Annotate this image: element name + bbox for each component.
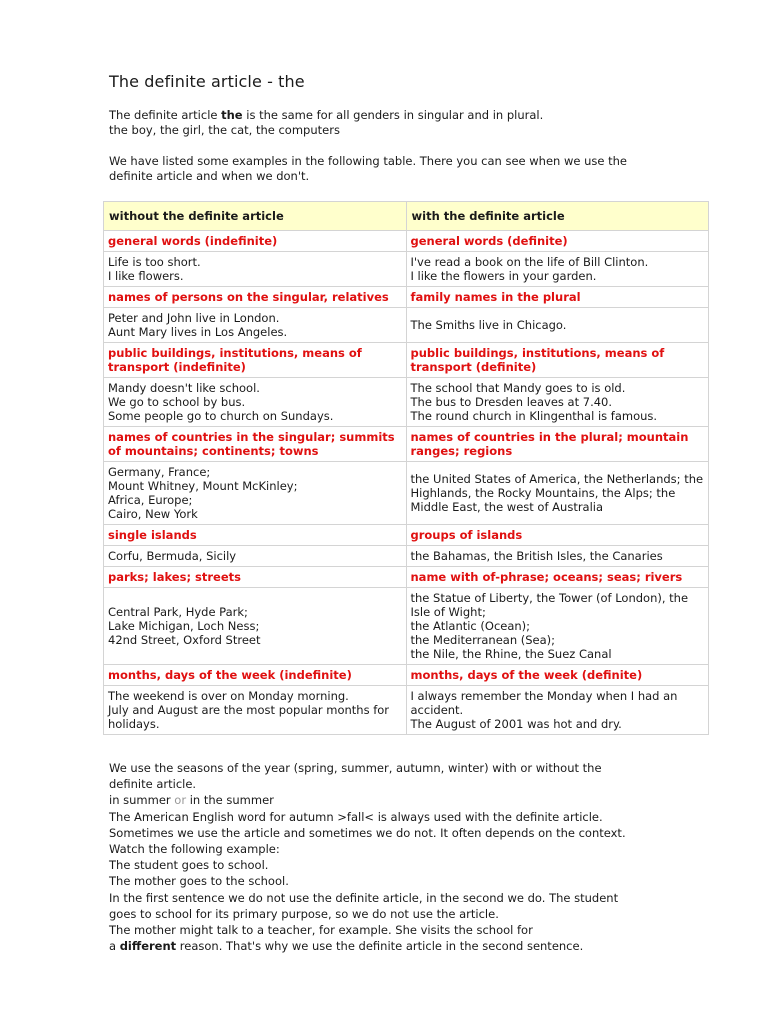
category-without-cell: general words (indefinite)	[104, 231, 407, 252]
header-with: with the definite article	[406, 202, 709, 231]
table-example-row	[104, 252, 709, 287]
example-line: The school that Mandy goes to is old.	[410, 381, 626, 395]
example-without-cell	[104, 462, 407, 525]
example-line: July and August are the most popular months for holidays.	[108, 703, 390, 731]
example-line: The August of 2001 was hot and dry.	[410, 717, 622, 731]
example-with-cell	[406, 308, 709, 343]
category-without-cell: names of countries in the singular; summits of mountains; continents; towns	[104, 427, 407, 462]
example-line: Mount Whitney, Mount McKinley;	[108, 479, 298, 493]
example-line: 42nd Street, Oxford Street	[108, 633, 261, 647]
example-with-cell	[406, 588, 709, 665]
note-line: The American English word for autumn >fall< is always used with the definite article.	[109, 809, 603, 824]
notes-text	[109, 760, 649, 954]
category-with-cell: general words (definite)	[406, 231, 709, 252]
example-line: the Statue of Liberty, the Tower (of London), the Isle of Wight;	[410, 591, 689, 619]
note-line: We use the seasons of the year (spring, summer, autumn, winter) with or without the	[109, 761, 602, 775]
example-line: The bus to Dresden leaves at 7.40.	[410, 395, 613, 409]
example-line: Aunt Mary lives in Los Angeles.	[108, 325, 288, 339]
category-with-cell: groups of islands	[406, 525, 709, 546]
intro-bold-the: the	[221, 108, 243, 122]
page-title: The definite article - the	[109, 72, 305, 91]
table-category-row	[104, 665, 709, 686]
category-with-cell: names of countries in the plural; mountain ranges; regions	[406, 427, 709, 462]
table-category-row	[104, 567, 709, 588]
table-category-row	[104, 427, 709, 462]
example-line: The Smiths live in Chicago.	[410, 318, 567, 332]
note-line: Sometimes we use the article and sometimes we do not. It often depends on the context.	[109, 825, 626, 840]
note-a: a	[109, 939, 120, 954]
note-line: definite article.	[109, 777, 197, 792]
note-line-seasons	[109, 792, 649, 808]
table-category-row	[104, 287, 709, 308]
table-example-row	[104, 308, 709, 343]
example-line: I always remember the Monday when I had an accident.	[410, 689, 678, 717]
category-with-cell: months, days of the week (definite)	[406, 665, 709, 686]
intro-text-after: is the same for all genders in singular and in plural.	[242, 108, 544, 122]
table-example-row	[104, 588, 709, 665]
example-line: Mandy doesn't like school.	[108, 381, 260, 395]
table-category-row	[104, 231, 709, 252]
note-line: In the first sentence we do not use the definite article, in the second we do. The student	[109, 890, 619, 905]
table-example-row	[104, 546, 709, 567]
intro-text-before: The definite article	[109, 108, 222, 122]
table-header-row	[104, 202, 709, 231]
intro-line-1	[109, 108, 669, 123]
table-category-row	[104, 525, 709, 546]
example-line: the Atlantic (Ocean);	[410, 619, 531, 633]
note-line-different	[109, 938, 649, 954]
category-without-cell: parks; lakes; streets	[104, 567, 407, 588]
intro-line-3: We have listed some examples in the following table. There you can see when we use the	[109, 154, 628, 168]
category-with-cell: name with of-phrase; oceans; seas; rivers	[406, 567, 709, 588]
example-with-cell	[406, 378, 709, 427]
example-line: Central Park, Hyde Park;	[108, 605, 248, 619]
example-line: Life is too short.	[108, 255, 201, 269]
example-line: the Bahamas, the British Isles, the Canaries	[410, 549, 663, 563]
intro-line-4: definite article and when we don't.	[109, 169, 310, 183]
example-without-cell	[104, 546, 407, 567]
example-without-cell	[104, 252, 407, 287]
table-body	[104, 231, 709, 735]
category-without-cell: months, days of the week (indefinite)	[104, 665, 407, 686]
example-line: Germany, France;	[108, 465, 211, 479]
example-line: Lake Michigan, Loch Ness;	[108, 619, 260, 633]
table-example-row	[104, 462, 709, 525]
intro-text	[109, 108, 669, 184]
example-line: the United States of America, the Netherlands; the Highlands, the Rocky Mountains, the Alps; the Middle East, the west of Australia	[410, 472, 704, 514]
example-line: Africa, Europe;	[108, 493, 193, 507]
category-with-cell: public buildings, institutions, means of transport (definite)	[406, 343, 709, 378]
example-without-cell	[104, 378, 407, 427]
note-line: The mother goes to the school.	[109, 874, 289, 889]
example-line: The weekend is over on Monday morning.	[108, 689, 349, 703]
example-line: Peter and John live in London.	[108, 311, 280, 325]
note-the-summer: in the summer	[186, 793, 274, 808]
example-line: Cairo, New York	[108, 507, 198, 521]
note-line: The mother might talk to a teacher, for example. She visits the school for	[109, 923, 533, 938]
example-without-cell	[104, 686, 407, 735]
example-with-cell	[406, 462, 709, 525]
table-example-row	[104, 686, 709, 735]
note-line: Watch the following example:	[109, 842, 280, 857]
example-line: The round church in Klingenthal is famous.	[410, 409, 658, 423]
example-line: We go to school by bus.	[108, 395, 246, 409]
example-without-cell	[104, 588, 407, 665]
example-with-cell	[406, 546, 709, 567]
category-with-cell: family names in the plural	[406, 287, 709, 308]
intro-line-2: the boy, the girl, the cat, the computers	[109, 123, 340, 137]
example-line: the Mediterranean (Sea);	[410, 633, 556, 647]
note-reason: reason. That's why we use the definite article in the second sentence.	[176, 939, 584, 954]
example-with-cell	[406, 252, 709, 287]
example-line: I like flowers.	[108, 269, 184, 283]
example-line: the Nile, the Rhine, the Suez Canal	[410, 647, 612, 661]
example-line: I've read a book on the life of Bill Clinton.	[410, 255, 649, 269]
header-without: without the definite article	[104, 202, 407, 231]
example-line: Corfu, Bermuda, Sicily	[108, 549, 237, 563]
example-without-cell	[104, 308, 407, 343]
note-different: different	[119, 939, 177, 954]
note-summer: in summer	[109, 793, 175, 808]
table-example-row	[104, 378, 709, 427]
note-or: or	[174, 793, 187, 808]
category-without-cell: names of persons on the singular, relatives	[104, 287, 407, 308]
example-with-cell	[406, 686, 709, 735]
table-category-row	[104, 343, 709, 378]
example-line: I like the flowers in your garden.	[410, 269, 597, 283]
note-line: goes to school for its primary purpose, so we do not use the article.	[109, 906, 499, 921]
category-without-cell: public buildings, institutions, means of transport (indefinite)	[104, 343, 407, 378]
example-line: Some people go to church on Sundays.	[108, 409, 334, 423]
note-line: The student goes to school.	[109, 858, 269, 873]
article-table	[103, 201, 709, 735]
category-without-cell: single islands	[104, 525, 407, 546]
